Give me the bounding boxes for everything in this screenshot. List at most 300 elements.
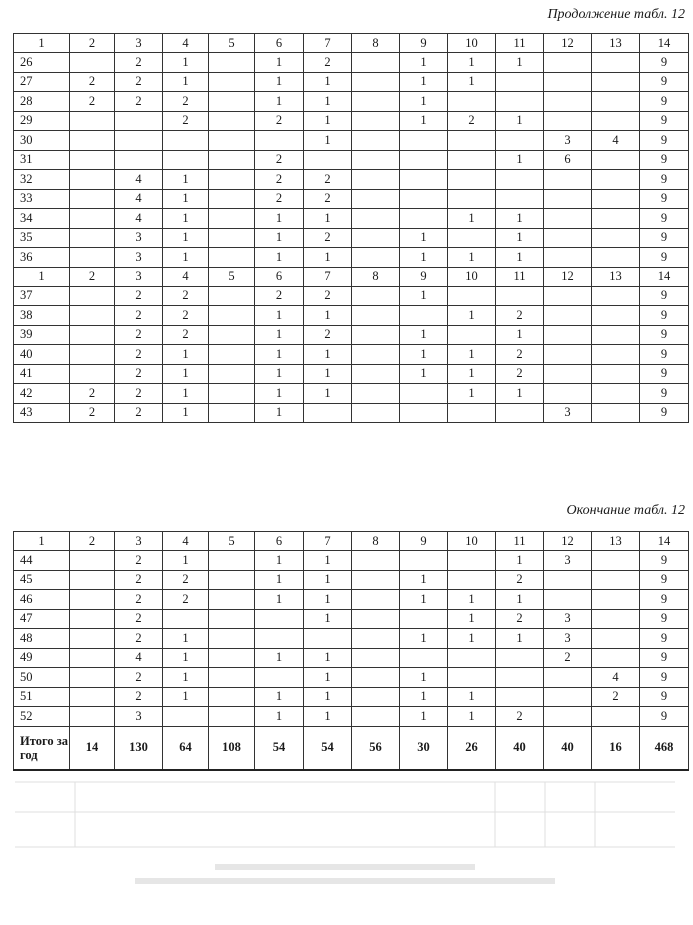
value-cell: 6 [255,267,304,286]
value-cell [209,551,255,571]
week-row [14,551,689,571]
value-cell: 1 [304,345,352,365]
value-cell: 3 [544,131,592,151]
value-cell [544,325,592,345]
value-cell [544,72,592,92]
value-cell: 1 [255,590,304,610]
value-cell [496,403,544,423]
value-cell [352,384,400,404]
row-label-cell: 43 [14,403,70,423]
value-cell [400,170,448,190]
value-cell [352,325,400,345]
value-cell: 9 [640,570,689,590]
value-cell: 130 [115,726,163,770]
value-cell: 13 [592,34,640,53]
value-cell [209,150,255,170]
value-cell [209,306,255,326]
value-cell: 1 [255,687,304,707]
value-cell: 14 [640,532,689,551]
value-cell: 2 [115,72,163,92]
value-cell: 1 [400,364,448,384]
value-cell [544,384,592,404]
value-cell: 1 [496,228,544,248]
value-cell: 2 [70,532,115,551]
value-cell: 9 [640,648,689,668]
value-cell: 2 [115,286,163,306]
value-cell [163,150,209,170]
value-cell: 9 [640,248,689,268]
row-label-cell: 44 [14,551,70,571]
value-cell: 1 [448,629,496,649]
value-cell: 1 [448,707,496,727]
value-cell: 9 [640,668,689,688]
value-cell [496,189,544,209]
value-cell: 2 [115,570,163,590]
value-cell [70,629,115,649]
value-cell: 9 [640,111,689,131]
week-row [14,286,689,306]
value-cell [400,131,448,151]
value-cell [70,209,115,229]
value-cell [544,590,592,610]
value-cell: 40 [496,726,544,770]
value-cell: 54 [255,726,304,770]
value-cell [209,403,255,423]
value-cell: 1 [255,53,304,73]
schedule-table-end [13,531,689,771]
value-cell [544,306,592,326]
value-cell: 3 [544,551,592,571]
value-cell [209,629,255,649]
value-cell: 2 [115,306,163,326]
value-cell [592,189,640,209]
row-label-cell: 30 [14,131,70,151]
value-cell [70,707,115,727]
value-cell: 5 [209,532,255,551]
table-caption-continuation: Продолжение табл. 12 [547,7,685,22]
value-cell [70,364,115,384]
value-cell: 2 [304,228,352,248]
value-cell: 1 [304,72,352,92]
row-label-cell: 29 [14,111,70,131]
value-cell [448,551,496,571]
value-cell [592,209,640,229]
value-cell: 14 [640,34,689,53]
value-cell: 7 [304,532,352,551]
value-cell: 1 [255,364,304,384]
value-cell: 2 [70,267,115,286]
value-cell: 2 [115,403,163,423]
row-label-cell: 35 [14,228,70,248]
value-cell: 1 [496,384,544,404]
value-cell [400,384,448,404]
value-cell: 9 [640,170,689,190]
value-cell: 1 [304,92,352,112]
week-row [14,345,689,365]
value-cell: 9 [400,34,448,53]
value-cell: 1 [255,92,304,112]
value-cell [544,92,592,112]
value-cell: 54 [304,726,352,770]
table-caption-end: Окончание табл. 12 [566,503,685,518]
value-cell: 4 [115,209,163,229]
value-cell [544,286,592,306]
value-cell [544,687,592,707]
value-cell: 2 [496,609,544,629]
value-cell: 64 [163,726,209,770]
value-cell: 2 [544,648,592,668]
value-cell: 2 [255,150,304,170]
value-cell [209,325,255,345]
week-row [14,364,689,384]
value-cell [496,170,544,190]
value-cell: 1 [255,72,304,92]
value-cell [448,403,496,423]
value-cell [352,551,400,571]
value-cell: 2 [304,189,352,209]
value-cell: 10 [448,34,496,53]
value-cell: 1 [496,209,544,229]
value-cell: 1 [448,248,496,268]
value-cell: 9 [640,364,689,384]
value-cell: 11 [496,532,544,551]
value-cell [70,687,115,707]
value-cell: 10 [448,267,496,286]
value-cell [352,364,400,384]
value-cell: 1 [304,687,352,707]
value-cell: 9 [640,629,689,649]
value-cell: 1 [163,209,209,229]
value-cell [592,648,640,668]
value-cell: 1 [304,590,352,610]
week-row [14,131,689,151]
value-cell [400,403,448,423]
value-cell [592,384,640,404]
value-cell: 1 [163,72,209,92]
value-cell: 1 [400,590,448,610]
value-cell: 2 [115,551,163,571]
row-label-cell: 40 [14,345,70,365]
value-cell [544,248,592,268]
value-cell [70,170,115,190]
value-cell: 3 [115,248,163,268]
value-cell [70,111,115,131]
value-cell [544,111,592,131]
value-cell: 30 [400,726,448,770]
value-cell: 1 [304,551,352,571]
value-cell: 8 [352,267,400,286]
week-row [14,707,689,727]
value-cell: 10 [448,532,496,551]
value-cell [163,609,209,629]
value-cell: 2 [115,590,163,610]
value-cell: 2 [115,53,163,73]
value-cell [592,248,640,268]
value-cell [70,609,115,629]
value-cell [209,570,255,590]
value-cell: 7 [304,267,352,286]
repeated-header-row [14,267,689,286]
value-cell: 1 [304,111,352,131]
value-cell: 2 [115,668,163,688]
week-row [14,590,689,610]
value-cell [352,111,400,131]
value-cell [544,53,592,73]
value-cell [496,286,544,306]
row-label-cell: 47 [14,609,70,629]
value-cell: 1 [304,306,352,326]
value-cell [352,629,400,649]
value-cell: 3 [544,609,592,629]
value-cell [163,707,209,727]
week-row [14,150,689,170]
value-cell: 4 [592,668,640,688]
value-cell: 1 [163,189,209,209]
value-cell [448,668,496,688]
value-cell: 2 [163,570,209,590]
value-cell: 2 [592,687,640,707]
value-cell: 1 [448,209,496,229]
value-cell [304,629,352,649]
value-cell: 2 [70,72,115,92]
row-label-cell: 26 [14,53,70,73]
value-cell: 1 [163,53,209,73]
row-label-cell: 45 [14,570,70,590]
value-cell [400,150,448,170]
value-cell: 8 [352,532,400,551]
value-cell: 1 [255,306,304,326]
value-cell: 1 [163,248,209,268]
value-cell: 1 [304,131,352,151]
value-cell [544,228,592,248]
value-cell [544,570,592,590]
value-cell: 9 [640,92,689,112]
value-cell [400,648,448,668]
value-cell: 9 [640,53,689,73]
value-cell [209,384,255,404]
value-cell [592,111,640,131]
value-cell: 9 [400,267,448,286]
row-label-cell: 42 [14,384,70,404]
value-cell: 1 [255,403,304,423]
value-cell: 9 [640,209,689,229]
value-cell [255,668,304,688]
value-cell [496,668,544,688]
value-cell [400,209,448,229]
value-cell: 8 [352,34,400,53]
value-cell [115,150,163,170]
value-cell [592,345,640,365]
value-cell: 1 [448,609,496,629]
value-cell: 4 [115,170,163,190]
value-cell [209,228,255,248]
value-cell [496,131,544,151]
value-cell [592,364,640,384]
row-label-cell: 46 [14,590,70,610]
row-label-cell: 31 [14,150,70,170]
value-cell: 1 [400,72,448,92]
value-cell: 1 [400,228,448,248]
value-cell: 13 [592,267,640,286]
value-cell [592,170,640,190]
value-cell: 1 [496,150,544,170]
value-cell [448,150,496,170]
value-cell: 5 [209,34,255,53]
week-row [14,53,689,73]
value-cell [448,325,496,345]
value-cell [448,648,496,668]
value-cell [352,248,400,268]
value-cell [592,707,640,727]
value-cell [400,189,448,209]
week-row [14,209,689,229]
value-cell: 1 [304,248,352,268]
week-row [14,170,689,190]
value-cell [70,306,115,326]
value-cell: 1 [448,384,496,404]
value-cell: 9 [640,189,689,209]
value-cell: 1 [448,590,496,610]
value-cell: 1 [255,570,304,590]
week-row [14,668,689,688]
value-cell: 1 [304,384,352,404]
value-cell [209,668,255,688]
value-cell: 1 [163,668,209,688]
value-cell: 1 [255,248,304,268]
value-cell: 2 [70,34,115,53]
value-cell: 1 [496,248,544,268]
value-cell: 2 [163,92,209,112]
value-cell [115,111,163,131]
value-cell [209,131,255,151]
value-cell: 2 [70,92,115,112]
value-cell [70,668,115,688]
value-cell: 2 [304,286,352,306]
value-cell: 2 [496,345,544,365]
value-cell: 12 [544,267,592,286]
value-cell [352,609,400,629]
value-cell [352,286,400,306]
value-cell [352,668,400,688]
week-row [14,609,689,629]
week-row [14,325,689,345]
value-cell [209,687,255,707]
value-cell [400,609,448,629]
value-cell: 1 [448,53,496,73]
value-cell: 1 [400,707,448,727]
row-label-cell: 33 [14,189,70,209]
value-cell [544,345,592,365]
value-cell [352,707,400,727]
value-cell [255,609,304,629]
value-cell: 1 [400,248,448,268]
value-cell: 1 [163,364,209,384]
value-cell: 1 [163,228,209,248]
row-label-cell: 1 [14,34,70,53]
value-cell [400,306,448,326]
row-label-cell: 37 [14,286,70,306]
value-cell [352,590,400,610]
value-cell [352,648,400,668]
week-row [14,92,689,112]
row-label-cell: 49 [14,648,70,668]
value-cell: 4 [163,532,209,551]
value-cell: 2 [163,325,209,345]
value-cell [352,687,400,707]
value-cell [592,609,640,629]
value-cell: 3 [115,532,163,551]
value-cell: 4 [163,34,209,53]
value-cell: 2 [115,364,163,384]
row-label-cell: 28 [14,92,70,112]
value-cell: 3 [544,629,592,649]
value-cell [70,590,115,610]
row-label-cell: Итого за год [14,726,70,770]
value-cell [352,53,400,73]
value-cell: 2 [496,364,544,384]
value-cell: 1 [448,306,496,326]
value-cell: 2 [115,384,163,404]
value-cell: 2 [115,345,163,365]
value-cell [496,92,544,112]
value-cell [70,248,115,268]
value-cell: 1 [448,364,496,384]
value-cell: 1 [255,228,304,248]
value-cell: 1 [304,209,352,229]
value-cell: 2 [163,286,209,306]
value-cell: 9 [640,131,689,151]
value-cell [209,170,255,190]
value-cell: 2 [70,403,115,423]
value-cell: 1 [255,209,304,229]
value-cell: 2 [304,325,352,345]
value-cell: 2 [448,111,496,131]
value-cell [592,403,640,423]
value-cell: 2 [496,707,544,727]
value-cell [352,170,400,190]
value-cell [70,150,115,170]
value-cell [592,228,640,248]
value-cell: 2 [304,170,352,190]
value-cell: 1 [255,345,304,365]
value-cell [209,189,255,209]
row-label-cell: 50 [14,668,70,688]
week-row [14,648,689,668]
value-cell [304,150,352,170]
value-cell: 1 [163,687,209,707]
value-cell [115,131,163,151]
value-cell [209,345,255,365]
value-cell: 468 [640,726,689,770]
value-cell: 1 [163,403,209,423]
value-cell: 1 [400,668,448,688]
value-cell: 1 [163,648,209,668]
value-cell: 3 [115,267,163,286]
value-cell: 3 [115,34,163,53]
value-cell: 1 [448,687,496,707]
value-cell [209,72,255,92]
value-cell: 2 [163,590,209,610]
row-label-cell: 34 [14,209,70,229]
value-cell [70,570,115,590]
value-cell [70,53,115,73]
value-cell [352,306,400,326]
value-cell: 9 [640,286,689,306]
value-cell: 108 [209,726,255,770]
value-cell [209,92,255,112]
row-label-cell: 27 [14,72,70,92]
value-cell [592,325,640,345]
